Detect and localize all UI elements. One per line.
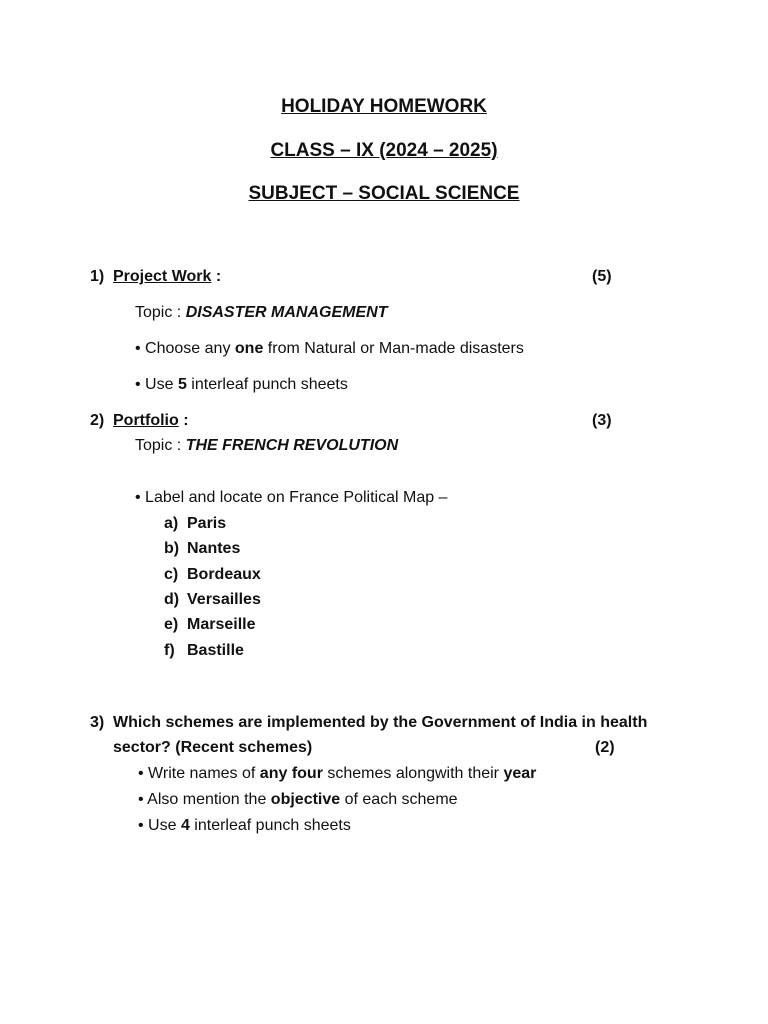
subject-line: SUBJECT – SOCIAL SCIENCE xyxy=(248,183,520,204)
q2-topic-prefix: Topic : xyxy=(135,437,186,454)
q2-heading: Portfolio xyxy=(113,412,179,429)
class-line: CLASS – IX (2024 – 2025) xyxy=(270,140,498,161)
q1-bullet-2 xyxy=(135,376,348,394)
place-name-paris: Paris xyxy=(187,515,227,532)
q1-marks: (5) xyxy=(592,268,612,285)
q2-colon: : xyxy=(178,412,189,429)
q1-heading-wrap xyxy=(113,268,221,286)
q1-bullet-1-bold: one xyxy=(234,340,264,357)
q3-bullet-1 xyxy=(138,765,536,783)
q3-line-1: Which schemes are implemented by the Government of India in health xyxy=(113,714,648,731)
q3-bullet-2-bold: objective xyxy=(270,791,341,808)
q3-bullet-3-pre: • Use xyxy=(138,817,181,834)
q3-bullet-3-post: interleaf punch sheets xyxy=(189,817,351,834)
q2-instruction: • Label and locate on France Political Map – xyxy=(135,489,448,506)
q1-bullet-2-pre: • Use xyxy=(135,376,178,393)
q3-bullet-1-bold1: any four xyxy=(259,765,323,782)
q3-marks: (2) xyxy=(595,739,615,756)
place-name-bordeaux: Bordeaux xyxy=(187,566,261,583)
q1-topic: DISASTER MANAGEMENT xyxy=(185,304,388,321)
place-letter-c: c) xyxy=(164,566,179,583)
q1-heading: Project Work xyxy=(113,268,212,285)
q3-line-2: sector? (Recent schemes) xyxy=(113,739,313,756)
q2-topic: THE FRENCH REVOLUTION xyxy=(185,437,399,454)
q2-topic-line xyxy=(135,437,398,455)
q1-bullet-1 xyxy=(135,340,524,358)
place-letter-d: d) xyxy=(164,591,180,608)
q3-bullet-2-pre: • Also mention the xyxy=(138,791,271,808)
q1-bullet-1-pre: • Choose any xyxy=(135,340,235,357)
q3-bullet-1-mid: schemes alongwith their xyxy=(322,765,504,782)
place-name-nantes: Nantes xyxy=(187,540,241,557)
q1-topic-prefix: Topic : xyxy=(135,304,186,321)
place-name-bastille: Bastille xyxy=(187,642,244,659)
place-letter-e: e) xyxy=(164,616,179,633)
q1-bullet-2-post: interleaf punch sheets xyxy=(186,376,348,393)
q3-bullet-2-post: of each scheme xyxy=(340,791,458,808)
place-name-marseille: Marseille xyxy=(187,616,256,633)
document-title: HOLIDAY HOMEWORK xyxy=(281,96,487,117)
place-name-versailles: Versailles xyxy=(187,591,261,608)
q3-bullet-3 xyxy=(138,817,351,835)
q1-topic-line xyxy=(135,304,387,322)
place-letter-b: b) xyxy=(164,540,180,557)
place-letter-f: f) xyxy=(164,642,175,659)
place-letter-a: a) xyxy=(164,515,179,532)
q2-heading-wrap xyxy=(113,412,189,430)
q3-bullet-2 xyxy=(138,791,458,809)
q3-bullet-3-bold: 4 xyxy=(180,817,190,834)
q1-bullet-1-post: from Natural or Man-made disasters xyxy=(263,340,524,357)
q1-number: 1) xyxy=(90,268,105,285)
q2-number: 2) xyxy=(90,412,105,429)
q2-marks: (3) xyxy=(592,412,612,429)
q3-bullet-1-pre: • Write names of xyxy=(138,765,260,782)
q1-colon: : xyxy=(211,268,222,285)
q1-bullet-2-bold: 5 xyxy=(177,376,187,393)
q3-number: 3) xyxy=(90,714,105,731)
q3-bullet-1-bold2: year xyxy=(503,765,537,782)
